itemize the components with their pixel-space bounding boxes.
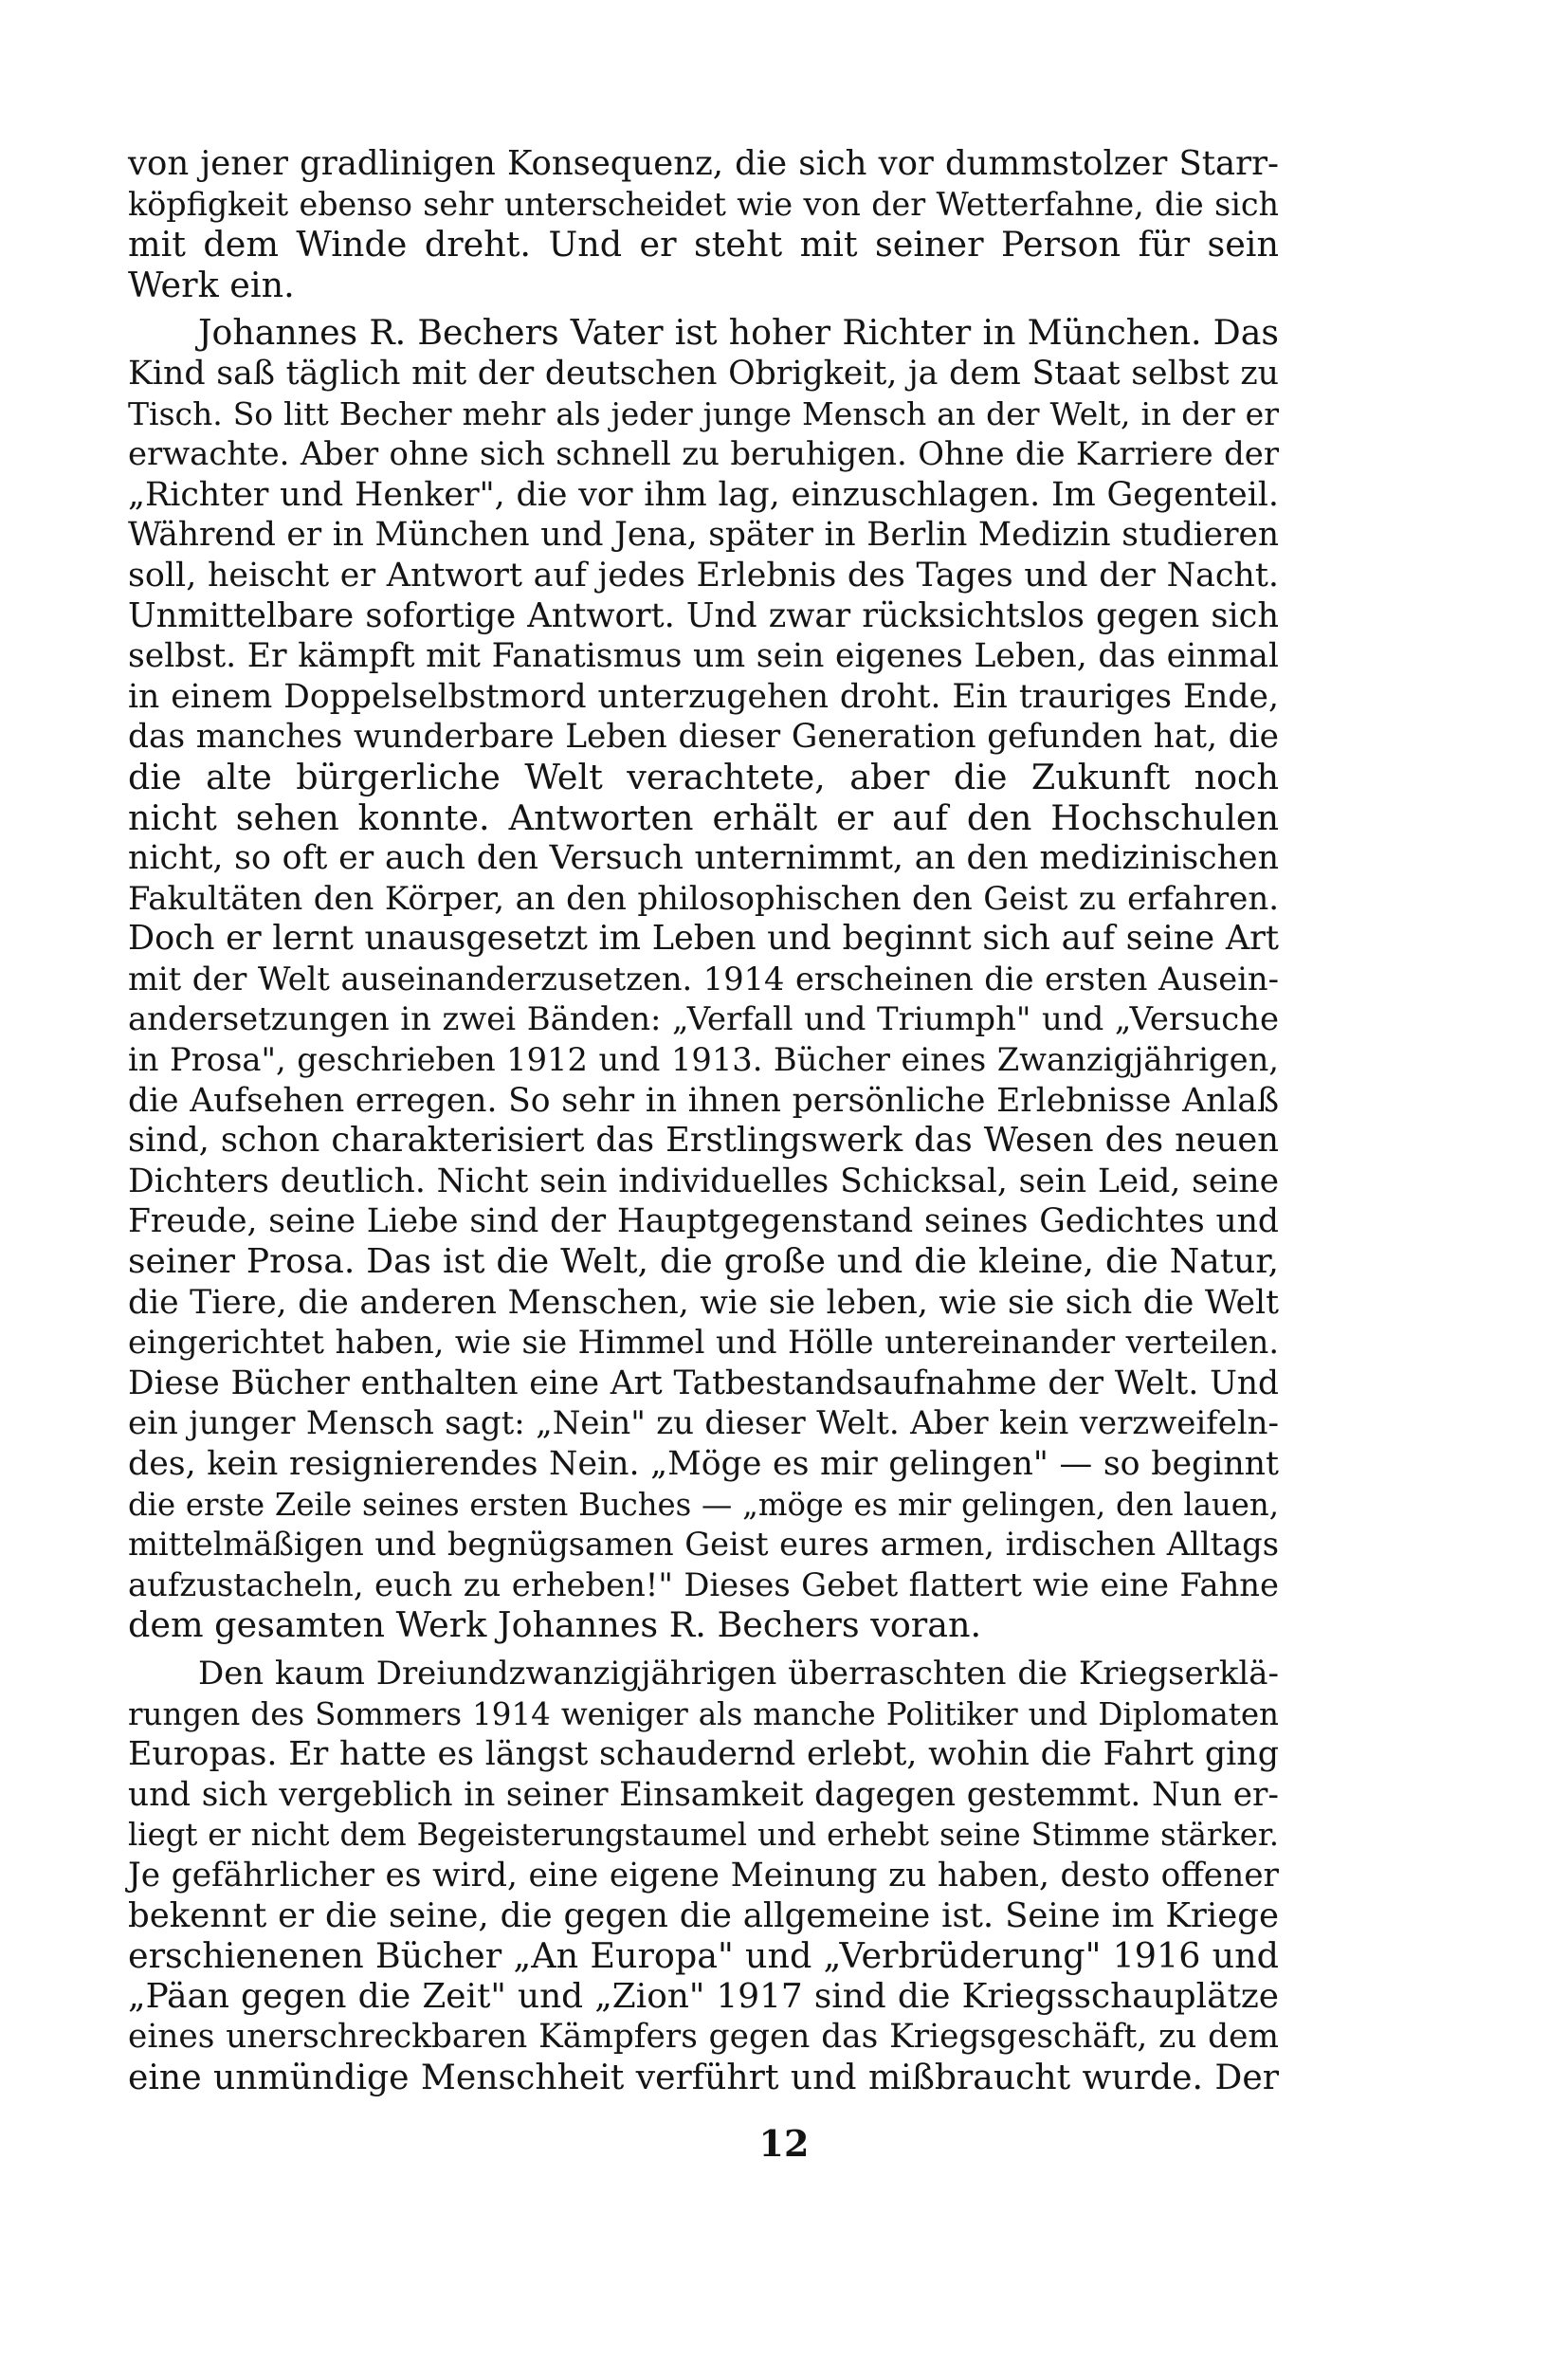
text-line: Den kaum Dreiundzwanzigjährigen überraschten die Kriegserklä-	[198, 1654, 1279, 1693]
text-line: seiner Prosa. Das ist die Welt, die große und die kleine, die Natur,	[128, 1242, 1279, 1282]
text-line: bekennt er die seine, die gegen die allgemeine ist. Seine im Kriege	[128, 1895, 1279, 1935]
text-line: eine unmündige Menschheit verführt und mißbraucht wurde. Der	[128, 2056, 1279, 2097]
text-line: Doch er lernt unausgesetzt im Leben und beginnt sich auf seine Art	[128, 919, 1279, 959]
text-line: liegt er nicht dem Begeisterungstaumel und erhebt seine Stimme stärker.	[128, 1817, 1279, 1854]
text-line: sind, schon charakterisiert das Erstlingswerk das Wesen des neuen	[128, 1121, 1279, 1161]
text-line: Je gefährlicher es wird, eine eigene Meinung zu haben, desto offener	[128, 1856, 1279, 1894]
text-line: die erste Zeile seines ersten Buches — „möge es mir gelingen, den lauen,	[128, 1486, 1279, 1523]
text-line: Europas. Er hatte es längst schaudernd erlebt, wohin die Fahrt ging	[128, 1735, 1279, 1774]
text-line: köpfigkeit ebenso sehr unterscheidet wie von der Wetterfahne, die sich	[128, 185, 1279, 223]
body-text	[128, 144, 1279, 2098]
text-line: die alte bürgerliche Welt verachtete, aber die Zukunft noch	[128, 756, 1279, 797]
text-line: eingerichtet haben, wie sie Himmel und Hölle untereinander verteilen.	[128, 1324, 1279, 1362]
text-line: erschienenen Bücher „An Europa" und „Verbrüderung" 1916 und	[128, 1935, 1279, 1977]
text-line: das manches wunderbare Leben dieser Generation gefunden hat, die	[128, 718, 1279, 757]
text-line: und sich vergeblich in seiner Einsamkeit dagegen gestemmt. Nun er-	[128, 1775, 1279, 1814]
text-line: „Richter und Henker", die vor ihm lag, einzuschlagen. Im Gegenteil.	[128, 475, 1279, 514]
text-line: rungen des Sommers 1914 weniger als manche Politiker und Diplomaten	[128, 1695, 1279, 1732]
text-line: soll, heischt er Antwort auf jedes Erlebnis des Tages und der Nacht.	[128, 556, 1279, 595]
text-line: Freude, seine Liebe sind der Hauptgegenstand seines Gedichtes und	[128, 1202, 1279, 1241]
text-line: die Aufsehen erregen. So sehr in ihnen persönliche Erlebnisse Anlaß	[128, 1081, 1279, 1120]
text-line: Diese Bücher enthalten eine Art Tatbestandsaufnahme der Welt. Und	[128, 1364, 1279, 1402]
text-line: Unmittelbare sofortige Antwort. Und zwar rücksichtslos gegen sich	[128, 595, 1279, 635]
text-line: „Päan gegen die Zeit" und „Zion" 1917 sind die Kriegsschauplätze	[128, 1976, 1279, 2016]
text-line: Kind saß täglich mit der deutschen Obrigkeit, ja dem Staat selbst zu	[128, 354, 1279, 393]
text-line: mittelmäßigen und begnügsamen Geist eures armen, irdischen Alltags	[128, 1526, 1279, 1564]
text-line: Während er in München und Jena, später in Berlin Medizin studieren	[128, 516, 1279, 555]
text-line: Werk ein.	[128, 264, 295, 305]
text-line: des, kein resignierendes Nein. „Möge es mir gelingen" — so beginnt	[128, 1445, 1279, 1483]
text-line: in einem Doppelselbstmord unterzugehen droht. Ein trauriges Ende,	[128, 677, 1279, 716]
text-line: selbst. Er kämpft mit Fanatismus um sein eigenes Leben, das einmal	[128, 637, 1279, 676]
text-line: eines unerschreckbaren Kämpfers gegen das Kriegsgeschäft, zu dem	[128, 2018, 1279, 2057]
text-line: mit der Welt auseinanderzusetzen. 1914 erscheinen die ersten Ausein-	[128, 960, 1279, 997]
text-line: Dichters deutlich. Nicht sein individuelles Schicksal, sein Leid, seine	[128, 1162, 1279, 1200]
text-line: ein junger Mensch sagt: „Nein" zu dieser Welt. Aber kein verzweifeln-	[128, 1404, 1279, 1443]
text-line: Johannes R. Bechers Vater ist hoher Richter in München. Das	[198, 312, 1279, 354]
text-line: aufzustacheln, euch zu erheben!" Dieses Gebet flattert wie eine Fahne	[128, 1565, 1279, 1603]
page-number: 12	[758, 2122, 810, 2165]
text-line: in Prosa", geschrieben 1912 und 1913. Bücher eines Zwanzigjährigen,	[128, 1041, 1279, 1079]
text-line: andersetzungen in zwei Bänden: „Verfall und Triumph" und „Versuche	[128, 1000, 1279, 1038]
text-line: Tisch. So litt Becher mehr als jeder junge Mensch an der Welt, in der er	[128, 394, 1279, 432]
text-line: die Tiere, die anderen Menschen, wie sie leben, wie sie sich die Welt	[128, 1283, 1279, 1322]
text-line: mit dem Winde dreht. Und er steht mit seiner Person für sein	[128, 224, 1279, 265]
paragraph-gap	[128, 1646, 1279, 1654]
text-line: nicht, so oft er auch den Versuch unternimmt, an den medizinischen	[128, 839, 1279, 878]
text-line: erwachte. Aber ohne sich schnell zu beruhigen. Ohne die Karriere der	[128, 435, 1279, 473]
text-line: nicht sehen konnte. Antworten erhält er auf den Hochschulen	[128, 796, 1279, 838]
text-line: von jener gradlinigen Konsequenz, die sich vor dummstolzer Starr-	[128, 144, 1279, 183]
text-line: Fakultäten den Körper, an den philosophischen den Geist zu erfahren.	[128, 879, 1279, 918]
text-line: dem gesamten Werk Johannes R. Bechers voran.	[128, 1604, 982, 1646]
